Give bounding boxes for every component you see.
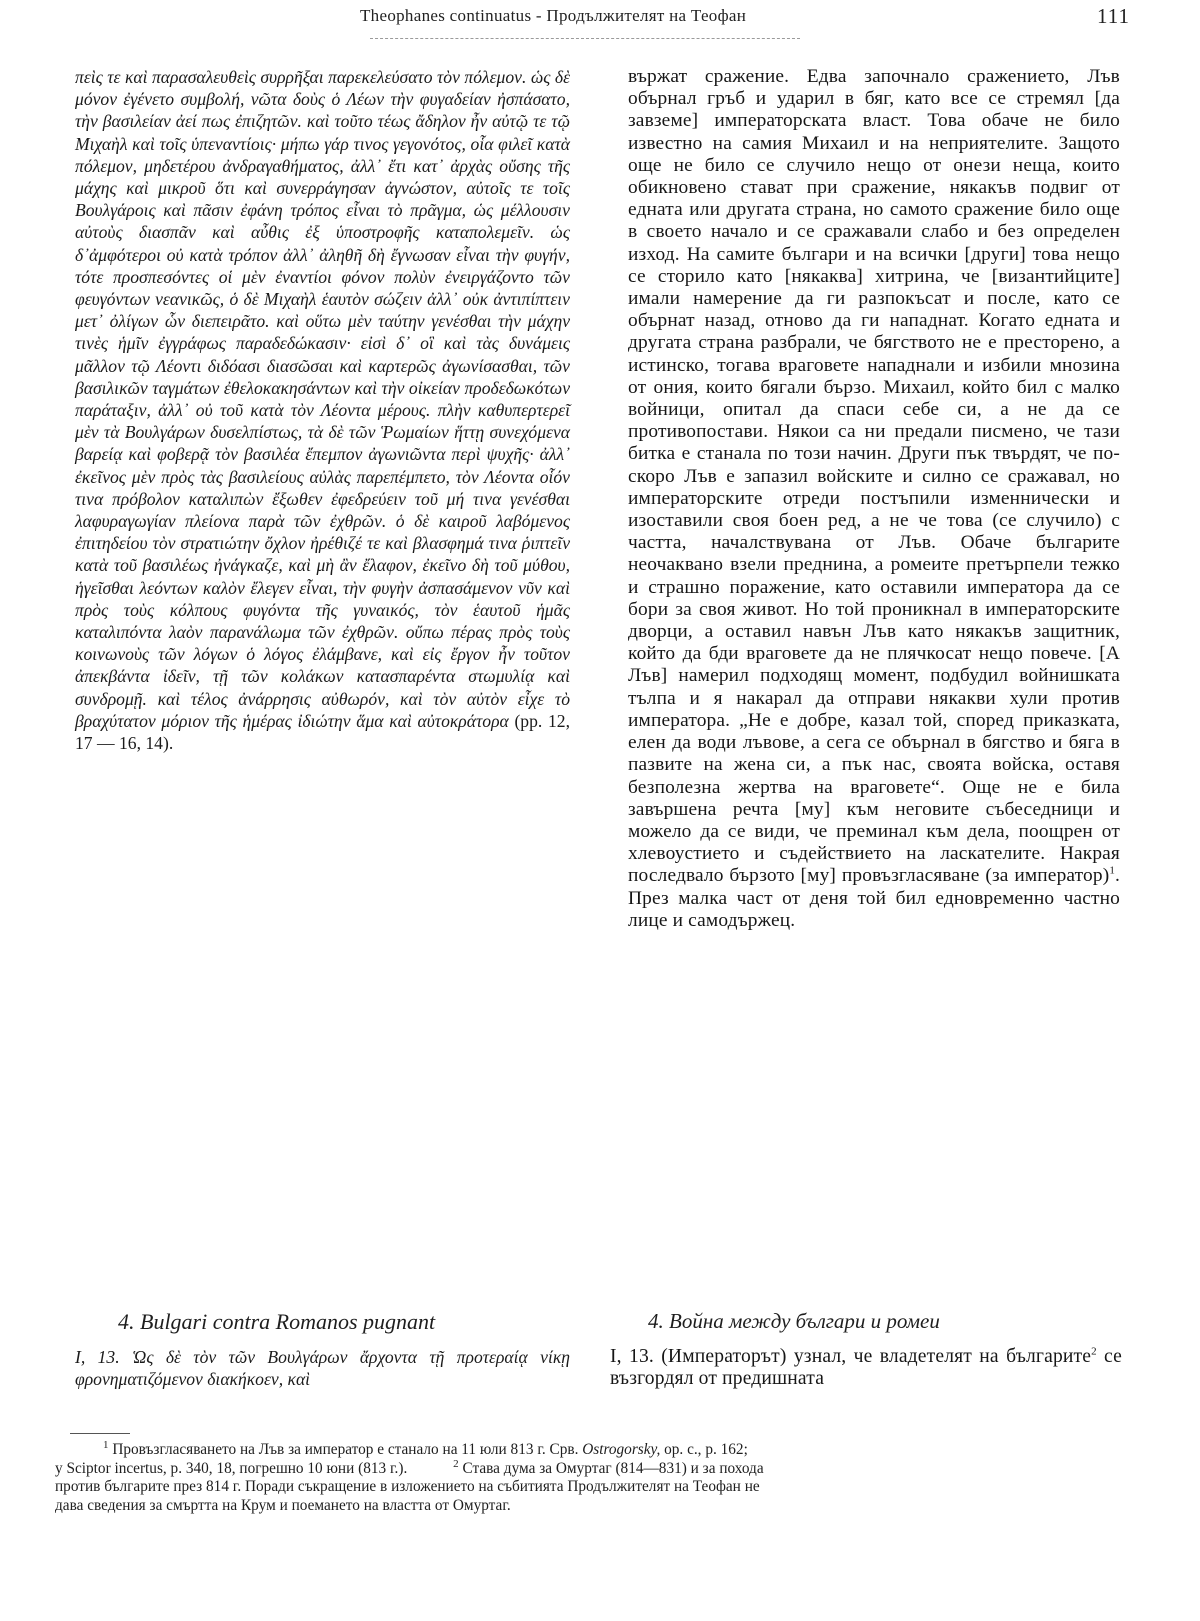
- footnote-mark-1: 1: [1109, 864, 1115, 877]
- bulgarian-text-end: През малка част от деня той бил едновременно частно лице и самодържец.: [628, 887, 1120, 931]
- footnotes: [55, 1441, 1130, 1515]
- footnote-1-line-2: [55, 1460, 1130, 1479]
- page-number: 111: [1097, 4, 1130, 28]
- greek-reference: (pp. 12, 17 — 16, 14).: [75, 710, 570, 754]
- section-bulgarian-text-a: I, 13. (Императорът) узнал, че владетелят на българите: [610, 1346, 1092, 1367]
- greek-column: [75, 66, 570, 754]
- footnote-2-line-3: дава сведения за смъртта на Крум и поемането на властта от Омуртаг.: [55, 1496, 511, 1514]
- running-title: Theophanes continuatus - Продължителят на Теофан: [360, 6, 747, 25]
- footnote-2-line-2: против българите през 814 г. Поради съкращение в изложението на събитията Продължителят на Теофан не: [55, 1478, 760, 1496]
- bulgarian-paragraph: вържат сражение. Едва започнало сражението, Лъв обърнал гръб и ударил в бяг, като все се стремял [да завземе] императорската власт. Това обаче не било известно на самия Михаил и на неприятелите. Защото още не било се случило нещо от онези неща, които обикновено стават при сражение, някакъв подвиг от едната или другата страна, но самото сражение било още в своето начало и се сражавали слабо и без определен изход. На самите българи и на всички [други] това нещо се сторило като [някаква] хитрина, че [византийците] имали намерение да ги разпокъсат и после, като се обърнат назад, отново да ги нападнат. Когато едната и другата страна разбрали, че бягството не е престорено, а истинско, тогава враговете нападнали и избили мнозина от ония, които бягали бързо. Михаил, който бил с малко войници, опитал да спаси себе си, а не да се противопостави. Някои са ни предали писмено, че тази битка е станала по този начин. Други пък твърдят, че по-скоро Лъв е запазил войските и силно се сражавал, но императорските отреди постъпили изменнически и изоставили своя боен ред, а не че това (се случило) с частта, началствувана от Лъв. Обаче българите неочаквано взели преднина, а ромеите претърпели тежко и страшно поражение, като оставили императора да се бори за своя живот. Но той проникнал в императорските дворци, а оставил навън Лъв като някакъв защитник, който да бди враговете да не плячкосат нещо повече. [А Лъв] намерил подходящ момент, подбудил войнишката тълпа и я накарал да отправи някакви хули против императора. „Не е добре, казал той, според приказката, елен да води лъвове, а сега се обърнал в бягство и бяга в пазвите на жена си, а пък нас, своята войска, оставя безполезна жертва на враговете“. Още не е била завършена речта [му] към неговите събеседници и можело да се види, че преминал към дела, поощрен от хлевоустието и съдействието на ласкателите. Накрая последвало бързото [му] провъзгласяване (за император)$^1$. През малка част от деня той бил едновременно частно лице и самодържец.: [628, 66, 1120, 931]
- section-greek-text: I, 13. Ὡς δὲ τὸν τῶν Βουλγάρων ἄρχοντα τῇ προτεραίᾳ νίκῃ φρονηματιζόμενον διακήκοεν, καὶ: [75, 1347, 570, 1390]
- greek-text: πεὶς τε καὶ παρασαλευθεὶς συρρῆξαι παρεκελεύσατο τὸν πόλεμον. ὡς δὲ μόνον ἐγένετο συμβολή, νῶτα δοὺς ὁ Λέων τὴν φυγαδείαν ἠσπάσατο, τὴν βασιλείαν ἀεί πως ἐπιζητῶν. καὶ τοῦτο τέως ἄδηλον ἦν αὐτῷ τε τῷ Μιχαὴλ καὶ τοῖς ὑπεναντίοις· μήπω γάρ τινος γεγονότος, οἷα φιλεῖ κατὰ πόλεμον, μηδετέρου ἀνδραγαθήματος, ἀλλ᾽ ἔτι κατ᾽ ἀρχὰς οὔσης τῆς μάχης καὶ μικροῦ ὅτι καὶ συνερράγησαν ἀγνώστον, αὐτοῖς τε τοῖς Βουλγάροις καὶ πᾶσιν ἐφάνη τρόπος εἶναι τὸ πρᾶγμα, ὡς μέλλουσιν αὐτοὺς διασπᾶν καὶ αὖθις ἐξ ὑποστροφῆς καταπολεμεῖν. ὡς δ᾽ἀμφότεροι οὐ κατὰ τρόπον ἀλλ᾽ ἀληθῆ δὴ ἔγνωσαν εἶναι τὴν φυγήν, τότε προσπεσόντες οἱ μὲν ἐναντίοι φόνον πολὺν ἐνειργάζοντο τῶν φευγόντων νεανικῶς, ὁ δὲ Μιχαὴλ ἑαυτὸν σώζειν ἀλλ᾽ οὐκ ἀντιπίπτειν μετ᾽ ὀλίγων ὧν διεπειρᾶτο. καὶ οὕτω μὲν ταύτην γενέσθαι τὴν μάχην τινὲς ἡμῖν ἐγγράφως παραδεδώκασιν· εἰσὶ δ᾽ οἳ καὶ τὰς δυνάμεις μᾶλλον τῷ Λέοντι διδόασι διασῶσαι καὶ καρτερῶς ἀγωνίσασθαι, τῶν βασιλικῶν ταγμάτων ἐθελοκακησάντων καὶ τὴν οἰκείαν προδεδωκότων παράταξιν, ἀλλ᾽ οὐ τοῦ κατὰ τὸν Λέοντα μέρους. πλὴν καθυπερτερεῖ μὲν τὰ Βουλγάρων δυσελπίστως, τὰ δὲ τῶν Ῥωμαίων ἥττῃ συνεχόμενα βαρείᾳ καὶ φοβερᾷ τὸν βασιλέα ἔπεμπον ἀγωνιῶντα περὶ ψυχῆς· ἀλλ᾽ ἐκεῖνος μὲν πρὸς τὰς βασιλείους αὐλὰς παρεπέμπετο, τὸν Λέοντα οἷόν τινα πρόβολον καταλιπὼν ἔξωθεν ἐφεδρεύειν τοῦ μή τινα γενέσθαι λαφυραγωγίαν πλείονα παρὰ τῶν ἐχθρῶν. ὁ δὲ καιροῦ λαβόμενος ἐπιτηδείου τὸν στρατιώτην ὄχλον ἠρέθιζέ τε καὶ βλασφημά τινα ῥιπτεῖν κατὰ τοῦ βασιλέως ἠνάγκαζε, καὶ μὴ ἂν ἔλαφον, ἐκεῖνο δὴ τοῦ μύθου, ἡγεῖσθαι λεόντων καλὸν ἔλεγεν εἶναι, τὴν φυγὴν ἀσπασάμενον νῦν καὶ πρὸς τοὺς κόλπους φυγόντα τῆς γυναικός, τὸν ἑαυτοῦ ἡμᾶς καταλιπόντα λαὸν παρανάλωμα τῶν ἐχθρῶν. οὔπω πέρας πρὸς τοὺς κοινωνοὺς τῶν λόγων ὁ λόγος ἐλάμβανε, καὶ εἰς ἔργον ἦν τοῦτον ἀπεκβάντα ἰδεῖν, τῇ τῶν κολάκων κατασπαρέντα στωμυλίᾳ καὶ συνδρομῇ. καὶ τέλος ἀνάρρησις αὐθωρόν, καὶ τὸν αὐτὸν εἶχε τὸ βραχύτατον μόριον τῆς ἡμέρας ἰδιώτην ἅμα καὶ αὐτοκράτορα: [75, 67, 570, 731]
- greek-paragraph: [75, 66, 570, 754]
- footnote-1-text-c: у Sciptor incertus, p. 340, 18, погрешно 10 юни (813 г.).: [55, 1459, 408, 1477]
- footnote-1-text-a: Провъзгласяването на Лъв за император е станало на 11 юли 813 г. Срв.: [112, 1441, 579, 1458]
- footnote-1-number: 1: [103, 1441, 109, 1451]
- bulgarian-text: вържат сражение. Едва започнало сражението, Лъв обърнал гръб и ударил в бяг, като все се стремял [да завземе] императорската власт. Това обаче не било известно на самия Михаил и на неприятелите. Защото още не било се случило нещо от онези неща, които обикновено стават при сражение, някакъв подвиг от едната или другата страна, но самото сражение било още в своето начало и се сражавали слабо и без определен изход. На самите българи и на всички [други] това нещо се сторило като [някаква] хитрина, че [византийците] имали намерение да ги разпокъсат и после, като се обърнат назад, отново да ги нападнат. Когато едната и другата страна разбрали, че бягството не е престорено, а истинско, тогава враговете нападнали и избили мнозина от ония, които бягали бързо. Михаил, който бил с малко войници, опитал да спаси себе си, а не да се противопостави. Някои са ни предали писмено, че тази битка е станала по този начин. Други пък твърдят, че по-скоро Лъв е запазил войските и силно се сражавал, но императорските отреди постъпили изменнически и изоставили своя боен ред, а не че това (се случило) с частта, началствувана от Лъв. Обаче българите неочаквано взели преднина, а ромеите претърпели тежко и страшно поражение, като оставили императора да се бори за своя живот. Но той проникнал в императорските дворци, а оставил навън Лъв като някакъв защитник, който да бди враговете да не плячкосат нещо повече. [А Лъв] намерил подходящ момент, подбудил войнишката тълпа и я накарал да отправи някакви хули против императора. „Не е добре, казал той, според приказката, елен да води лъвове, а сега се обърнал в бягство и бяга в пазвите на жена си, а пък нас, своята войска, оставя безполезна жертва на враговете“. Още не е била завършена речта [му] към неговите събеседници и можело да се види, че преминал към дела, поощрен от хлевоустието и съдействието на ласкателите. Накрая последвало бързото [му] провъзгласяване (за император): [628, 66, 1120, 887]
- footnote-1-line-1: [55, 1441, 1130, 1460]
- footnote-1-text-b: op. c., p. 162;: [664, 1441, 748, 1458]
- footnote-mark-2: 2: [1091, 1345, 1097, 1358]
- header-rule: [370, 38, 800, 39]
- section-title-latin: 4. Bulgari contra Romanos pugnant: [118, 1309, 436, 1334]
- section-bulgarian-paragraph: [610, 1346, 1122, 1390]
- section-title-bulgarian: 4. Война между българи и ромеи: [648, 1309, 940, 1333]
- bulgarian-column: [628, 66, 1120, 932]
- footnote-rule: [70, 1433, 130, 1434]
- footnote-2-number: 2: [453, 1459, 459, 1470]
- running-head: [0, 4, 1200, 34]
- footnote-1-author: Ostrogorsky,: [582, 1441, 661, 1458]
- footnote-2-text-a: Става дума за Омуртаг (814—831) и за похода: [462, 1459, 764, 1477]
- section-bulgarian-text-b: се възгордял от предишната: [610, 1346, 1122, 1390]
